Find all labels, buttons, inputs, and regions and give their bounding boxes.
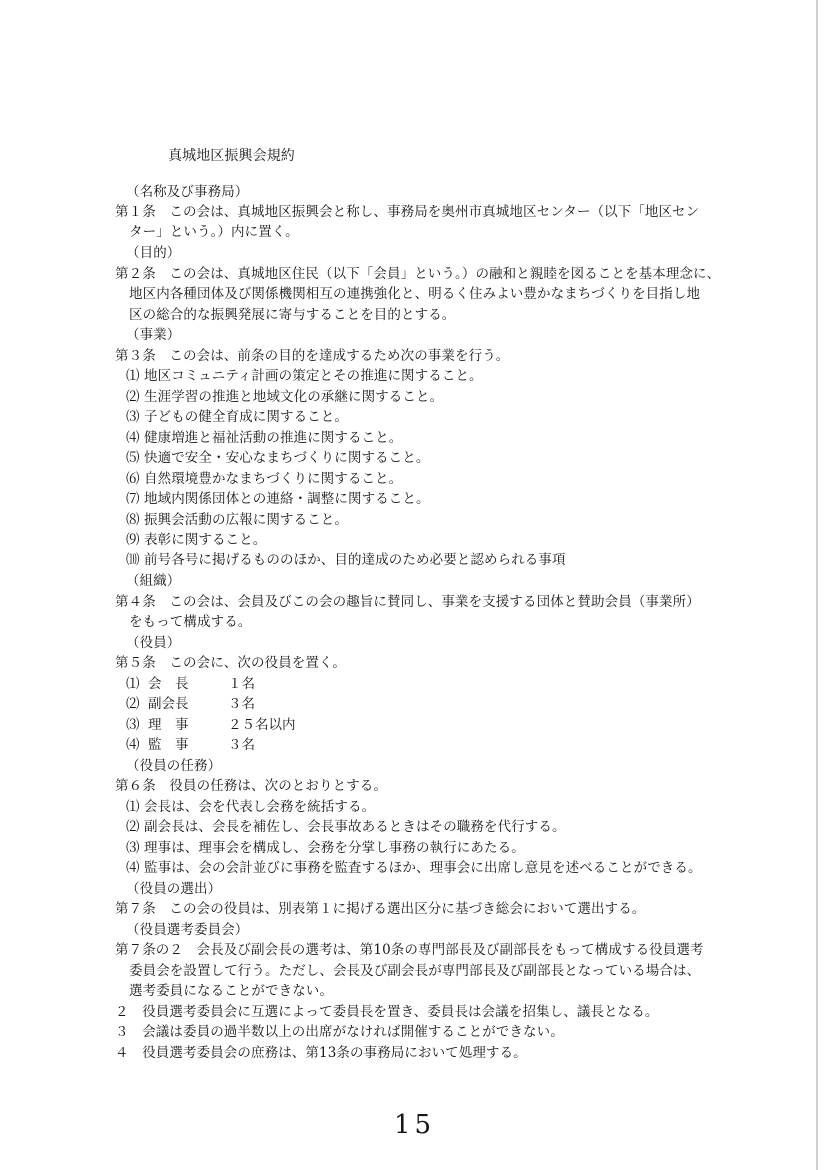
article-2-line-2: 地区内各種団体及び関係機関相互の連携強化と、明るく住みよい豊かなまちづくりを目指し地 [129, 286, 701, 302]
article-6-item: ⑴ 会長は、会を代表し会務を統括する。 [126, 799, 376, 815]
officer-row [126, 715, 296, 735]
officer-number: ⑶ [126, 717, 140, 733]
officer-row [126, 735, 255, 755]
article-3-item: ⑼ 表彰に関すること。 [126, 532, 267, 548]
heading-purpose: （目的） [126, 245, 181, 261]
article-2-line-3: 区の総合的な振興発展に寄与することを目的とする。 [129, 307, 456, 323]
heading-projects: （事業） [126, 327, 181, 343]
article-3-item: ⑶ 子どもの健全育成に関すること。 [126, 409, 348, 425]
article-5: 第５条 この会に、次の役員を置く。 [115, 655, 346, 671]
article-6-item: ⑷ 監事は、会の会計並びに事務を監査するほか、理事会に出席し意見を述べることができる。 [126, 860, 702, 876]
article-6-item: ⑵ 副会長は、会長を補佐し、会長事故あるときはその職務を代行する。 [126, 819, 566, 835]
officer-count: ３名 [228, 696, 255, 712]
article-3-item: ⑷ 健康増進と福祉活動の推進に関すること。 [126, 430, 403, 446]
heading-duties: （役員の任務） [126, 758, 222, 774]
article-6-item: ⑶ 理事は、理事会を構成し、会務を分掌し事務の執行にあたる。 [126, 840, 525, 856]
article-3-item: ⑸ 快適で安全・安心なまちづくりに関すること。 [126, 450, 430, 466]
article-7-2-line-2: 委員会を設置して行う。ただし、会長及び副会長が専門部長及び副部長となっている場合は、 [129, 963, 701, 979]
heading-organization: （組織） [126, 573, 181, 589]
heading-election: （役員の選出） [126, 881, 222, 897]
article-7: 第７条 この会の役員は、別表第１に掲げる選出区分に基づき総会において選出する。 [115, 901, 646, 917]
officer-row [126, 674, 255, 694]
article-3-item: ⑺ 地域内関係団体との連絡・調整に関すること。 [126, 491, 430, 507]
article-1-line-2: ター」という。）内に置く。 [129, 224, 299, 240]
officer-number: ⑵ [126, 696, 140, 712]
article-3-item: ⑻ 振興会活動の広報に関すること。 [126, 512, 348, 528]
officer-number: ⑷ [126, 737, 140, 753]
article-7-2-line-1: 第７条の２ 会長及び副会長の選考は、第10条の専門部長及び副部長をもって構成する役員選考 [115, 942, 704, 958]
article-7-2-paragraph-3: ３ 会議は委員の過半数以上の出席がなければ開催することができない。 [115, 1024, 564, 1040]
officer-title: 理 事 [148, 717, 189, 733]
article-3-item: ⑴ 地区コミュニティ計画の策定とその推進に関すること。 [126, 368, 483, 384]
article-3-item: ⑹ 自然環境豊かなまちづくりに関すること。 [126, 471, 403, 487]
article-2-line-1: 第２条 この会は、真城地区住民（以下「会員」という。）の融和と親睦を図ることを基本理念に、 [115, 266, 721, 282]
article-7-2-paragraph-4: ４ 役員選考委員会の庶務は、第13条の事務局において処理する。 [115, 1045, 527, 1061]
officer-count: １名 [228, 676, 255, 692]
heading-selection-committee: （役員選考委員会） [126, 922, 249, 938]
heading-name-office: （名称及び事務局） [126, 184, 249, 200]
article-6: 第６条 役員の任務は、次のとおりとする。 [115, 778, 387, 794]
article-4-line-1: 第４条 この会は、会員及びこの会の趣旨に賛同し、事業を支援する団体と賛助会員（事業所） [115, 594, 700, 610]
article-7-2-line-3: 選考委員になることができない。 [129, 983, 333, 999]
article-3-item: ⑵ 生涯学習の推進と地域文化の承継に関すること。 [126, 389, 444, 405]
officer-count: ２５名以内 [228, 717, 296, 733]
article-3-item: ⑽ 前号各号に掲げるもののほか、目的達成のため必要と認められる事項 [126, 552, 566, 568]
document-title: 真城地区振興会規約 [168, 148, 295, 164]
officer-count: ３名 [228, 737, 255, 753]
officer-title: 監 事 [148, 737, 189, 753]
article-1-line-1: 第１条 この会は、真城地区振興会と称し、事務局を奥州市真城地区センター（以下「地区セン [115, 204, 700, 220]
officer-row [126, 694, 255, 714]
heading-officers: （役員） [126, 635, 181, 651]
article-7-2-paragraph-2: ２ 役員選考委員会に互選によって委員長を置き、委員長は会議を招集し、議長となる。 [115, 1004, 659, 1020]
article-4-line-2: をもって構成する。 [129, 614, 252, 630]
article-3: 第３条 この会は、前条の目的を達成するため次の事業を行う。 [115, 348, 510, 364]
officer-number: ⑴ [126, 676, 140, 692]
page-number: 15 [394, 1110, 436, 1140]
officer-title: 副会長 [148, 696, 189, 712]
officer-title: 会 長 [148, 676, 189, 692]
